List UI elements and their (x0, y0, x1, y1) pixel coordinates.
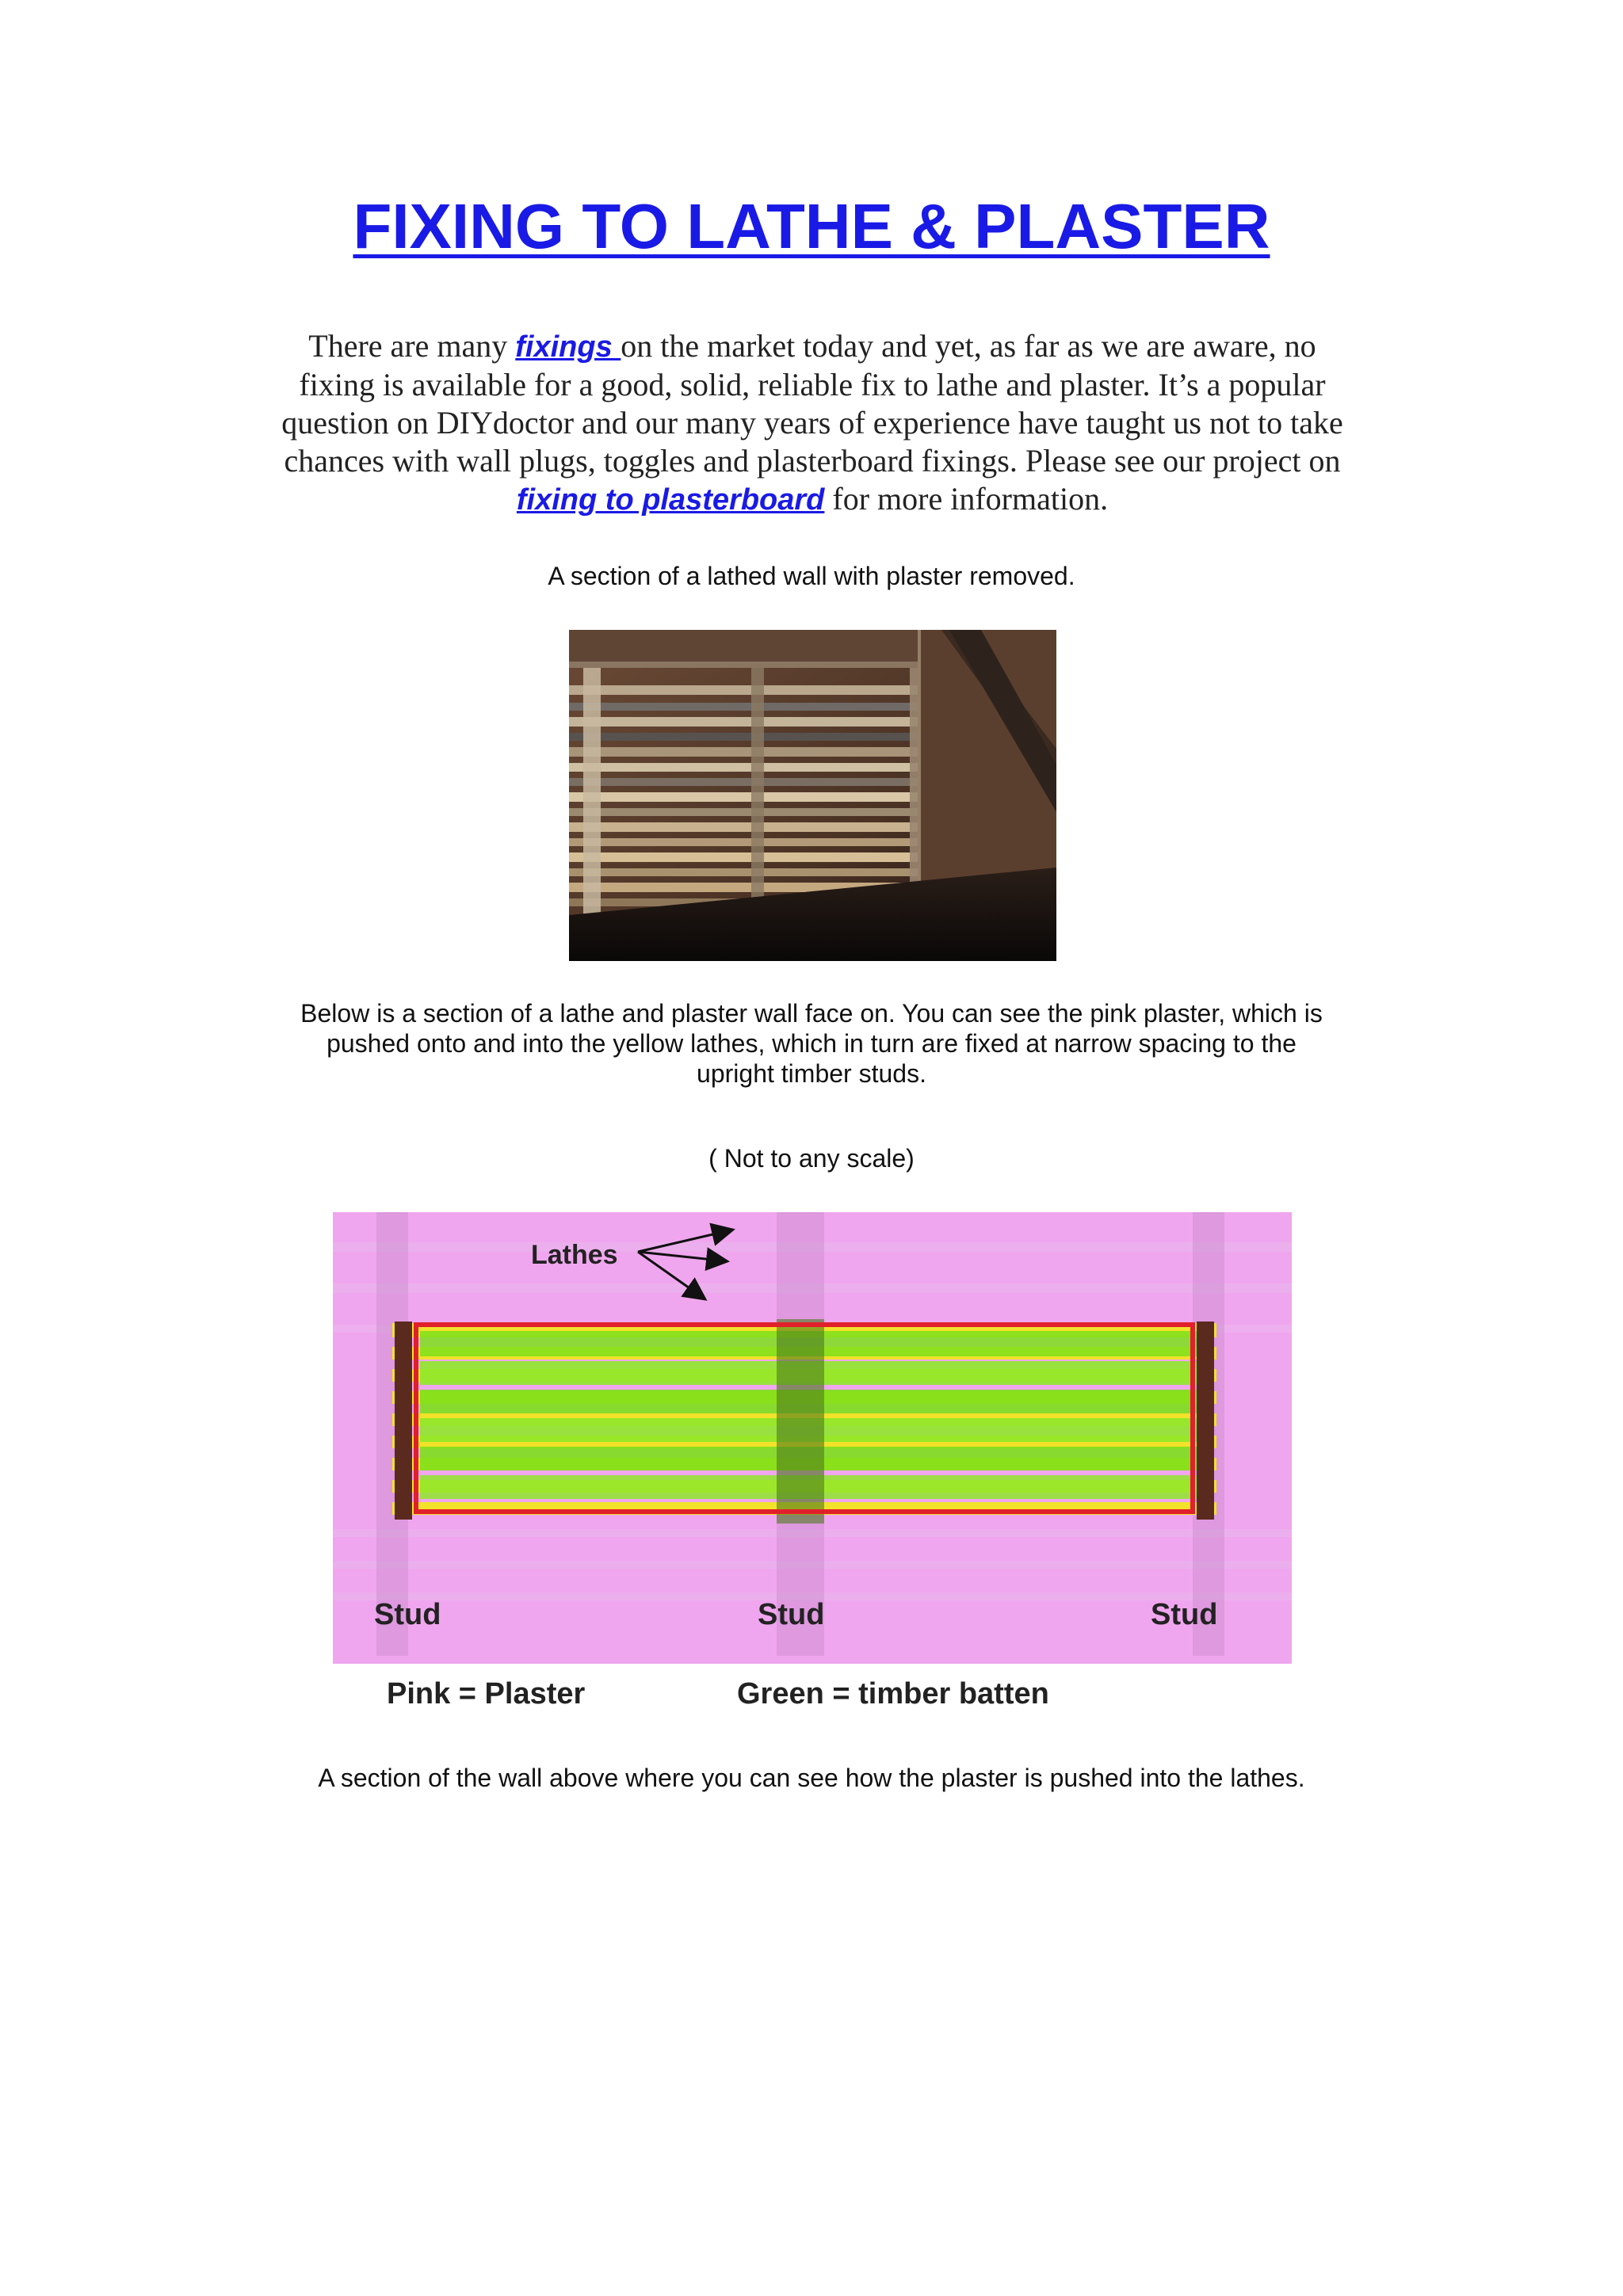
intro-text: on the market today and yet, as far as we are aware, no (621, 328, 1316, 364)
intro-line-2: fixing is available for a good, solid, reliable fix to lathe and plaster. It’s a popular (299, 367, 1326, 402)
page-title: FIXING TO LATHE & PLASTER (353, 191, 1270, 261)
lath-boards (569, 685, 918, 906)
diagram-caption-line-1: Below is a section of a lathe and plaster wall face on. You can see the pink plaster, which is (300, 999, 1323, 1028)
intro-line-1 (246, 327, 1379, 366)
fixing-to-plasterboard-link[interactable]: fixing to plasterboard (516, 483, 825, 517)
stud-label-middle: Stud (758, 1598, 825, 1631)
intro-text: for more information. (824, 481, 1109, 517)
photo-caption: A section of a lathed wall with plaster removed. (548, 562, 1075, 590)
intro-line-4: chances with wall plugs, toggles and plasterboard fixings. Please see our project on (284, 443, 1341, 479)
lathed-wall-photo (569, 630, 1056, 961)
lathe-plaster-diagram (333, 1212, 1292, 1719)
legend-pink: Pink = Plaster (387, 1677, 586, 1711)
stud-label-right: Stud (1151, 1598, 1218, 1631)
lathes-label: Lathes (531, 1240, 618, 1270)
bottom-caption: A section of the wall above where you can see how the plaster is pushed into the lathes. (318, 1764, 1305, 1792)
diagram-caption-line-3: upright timber studs. (697, 1059, 926, 1088)
scale-note: ( Not to any scale) (708, 1144, 915, 1173)
intro-paragraph (246, 327, 1379, 519)
intro-line-5 (246, 480, 1379, 519)
intro-text: There are many (308, 328, 516, 364)
legend-green: Green = timber batten (737, 1677, 1049, 1711)
intro-line-3: question on DIYdoctor and our many years of experience have taught us not to take (281, 405, 1343, 441)
fixings-link[interactable]: fixings (515, 330, 621, 364)
diagram-caption-line-2: pushed onto and into the yellow lathes, which in turn are fixed at narrow spacing to the (327, 1029, 1296, 1058)
diagram-caption (0, 998, 1623, 1089)
stud-label-left: Stud (374, 1598, 441, 1631)
